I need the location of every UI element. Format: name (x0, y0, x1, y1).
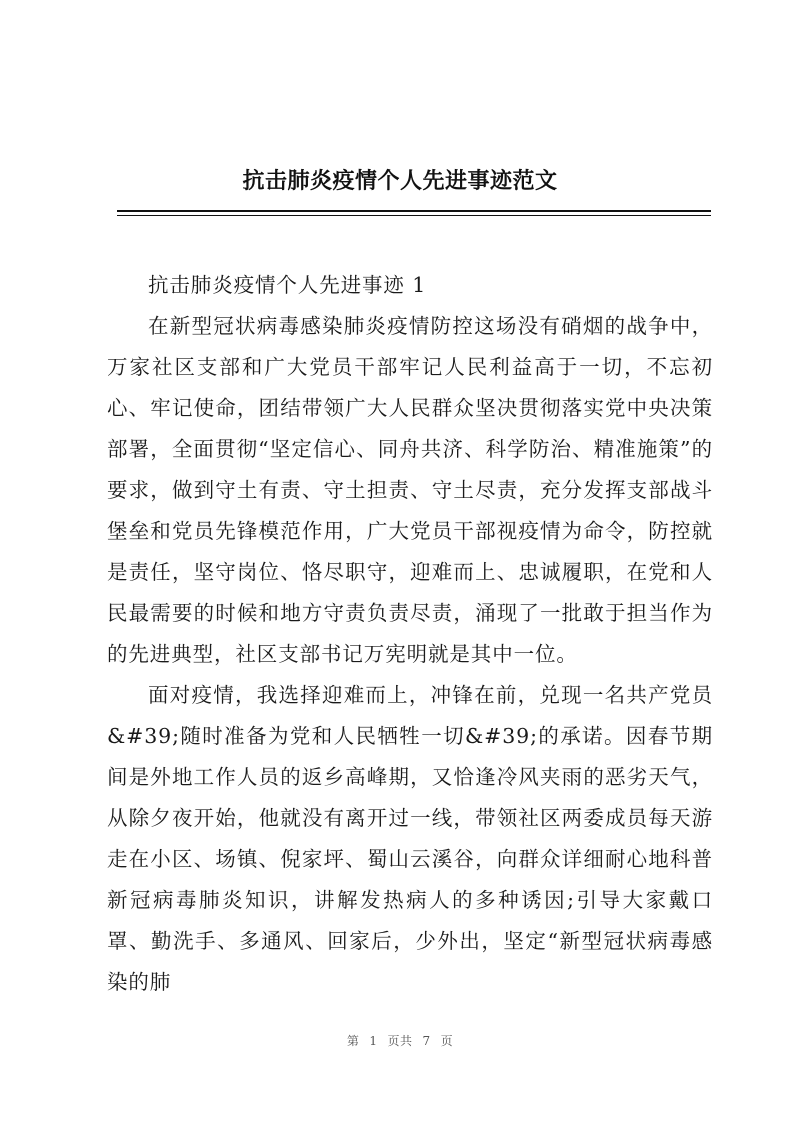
footer-total-pages: 7 (422, 1034, 431, 1048)
document-body (107, 265, 713, 1003)
paragraph-1: 在新型冠状病毒感染肺炎疫情防控这场没有硝烟的战争中，万家社区支部和广大党员干部牢记人民利益高于一切，不忘初心、牢记使命，团结带领广大人民群众坚决贯彻落实党中央决策部署，全面贯彻“坚定信心、同舟共济、科学防治、精准施策”的要求，做到守土有责、守土担责、守土尽责，充分发挥支部战斗堡垒和党员先锋模范作用，广大党员干部视疫情为命令，防控就是责任，坚守岗位、恪尽职守，迎难而上、忠诚履职，在党和人民最需要的时候和地方守责负责尽责，涌现了一批敢于担当作为的先进典型，社区支部书记万宪明就是其中一位。 (107, 314, 713, 666)
title-divider-thin (117, 215, 711, 216)
title-divider (117, 210, 711, 212)
paragraph-2: 面对疫情，我选择迎难而上，冲锋在前，兑现一名共产党员&#39;随时准备为党和人民牺牲一切&#39;的承诺。因春节期间是外地工作人员的返乡高峰期，又恰逢冷风夹雨的恶劣天气，从除夕夜开始，他就没有离开过一线，带领社区两委成员每天游走在小区、场镇、倪家坪、蜀山云溪谷，向群众详细耐心地科普新冠病毒肺炎知识，讲解发热病人的多种诱因;引导大家戴口罩、勤洗手、多通风、回家后，少外出，坚定“新型冠状病毒感染的肺 (107, 683, 713, 994)
footer-label-end: 页 (440, 1034, 454, 1048)
page-number-footer (0, 1032, 800, 1049)
page-title: 抗击肺炎疫情个人先进事迹范文 (242, 168, 558, 194)
footer-label-total: 页共 (387, 1034, 413, 1048)
section-heading: 抗击肺炎疫情个人先进事迹 1 (148, 273, 427, 297)
footer-label-page: 第 (346, 1034, 360, 1048)
footer-current-page: 1 (369, 1034, 378, 1048)
